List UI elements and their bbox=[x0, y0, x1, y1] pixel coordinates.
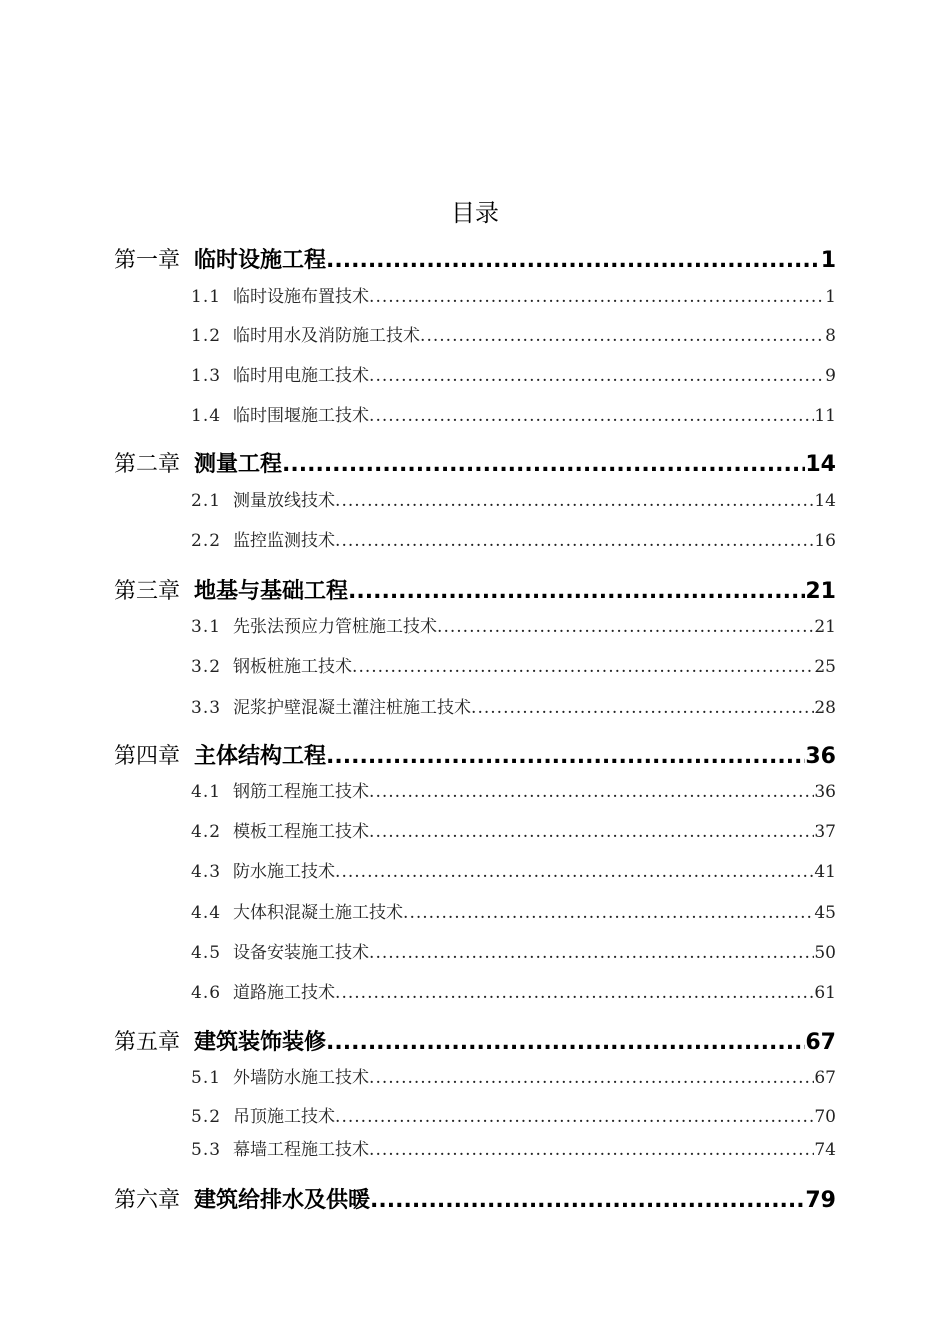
dot-leader bbox=[335, 980, 814, 1006]
page-number: 9 bbox=[825, 366, 836, 386]
dot-leader bbox=[369, 1137, 814, 1163]
dot-leader bbox=[326, 1028, 805, 1058]
section-title: 钢板桩施工技术 bbox=[233, 657, 353, 677]
section-number: 4.3 bbox=[191, 862, 222, 882]
section-number: 2.2 bbox=[191, 531, 222, 551]
page-number: 11 bbox=[814, 406, 836, 426]
section-number: 5.1 bbox=[191, 1068, 222, 1088]
page-number: 70 bbox=[814, 1107, 836, 1127]
toc-section-entry[interactable] bbox=[191, 980, 836, 1006]
toc-section-entry[interactable] bbox=[191, 1104, 836, 1130]
toc-chapter-entry[interactable] bbox=[114, 1028, 836, 1058]
chapter-number: 第三章 bbox=[114, 579, 181, 604]
page-number: 74 bbox=[814, 1140, 836, 1160]
chapter-title: 建筑装饰装修 bbox=[194, 1030, 327, 1055]
page-number: 1 bbox=[820, 248, 836, 273]
section-number: 4.1 bbox=[191, 782, 222, 802]
chapter-number: 第六章 bbox=[114, 1188, 181, 1213]
page-number: 25 bbox=[814, 657, 836, 677]
page-number: 79 bbox=[805, 1188, 836, 1213]
toc-section-entry[interactable] bbox=[191, 284, 836, 310]
chapter-number: 第二章 bbox=[114, 452, 181, 477]
section-title: 道路施工技术 bbox=[233, 983, 336, 1003]
section-number: 4.5 bbox=[191, 943, 222, 963]
dot-leader bbox=[326, 246, 821, 276]
chapter-title: 测量工程 bbox=[194, 452, 283, 477]
dot-leader bbox=[370, 1186, 805, 1216]
page-number: 41 bbox=[814, 862, 836, 882]
page-number: 67 bbox=[805, 1030, 836, 1055]
dot-leader bbox=[352, 654, 814, 680]
section-title: 模板工程施工技术 bbox=[233, 822, 370, 842]
dot-leader bbox=[335, 488, 814, 514]
page-number: 14 bbox=[805, 452, 836, 477]
section-number: 2.1 bbox=[191, 491, 222, 511]
dot-leader bbox=[420, 323, 825, 349]
section-number: 5.3 bbox=[191, 1140, 222, 1160]
section-number: 4.2 bbox=[191, 822, 222, 842]
page-number: 28 bbox=[814, 698, 836, 718]
toc-section-entry[interactable] bbox=[191, 819, 836, 845]
page-number: 36 bbox=[814, 782, 836, 802]
toc-section-entry[interactable] bbox=[191, 528, 836, 554]
dot-leader bbox=[335, 859, 814, 885]
toc-section-entry[interactable] bbox=[191, 323, 836, 349]
dot-leader bbox=[369, 779, 814, 805]
section-number: 1.2 bbox=[191, 326, 222, 346]
page-number: 37 bbox=[814, 822, 836, 842]
dot-leader bbox=[403, 900, 814, 926]
section-number: 5.2 bbox=[191, 1107, 222, 1127]
page-number: 1 bbox=[825, 287, 836, 307]
page-number: 14 bbox=[814, 491, 836, 511]
page-number: 36 bbox=[805, 744, 836, 769]
section-number: 4.4 bbox=[191, 903, 222, 923]
toc-section-entry[interactable] bbox=[191, 779, 836, 805]
section-title: 设备安装施工技术 bbox=[233, 943, 370, 963]
section-title: 防水施工技术 bbox=[233, 862, 336, 882]
page-number: 21 bbox=[805, 579, 836, 604]
page-number: 67 bbox=[814, 1068, 836, 1088]
section-title: 外墙防水施工技术 bbox=[233, 1068, 370, 1088]
dot-leader bbox=[369, 940, 814, 966]
toc-section-entry[interactable] bbox=[191, 940, 836, 966]
dot-leader bbox=[335, 528, 814, 554]
toc-section-entry[interactable] bbox=[191, 654, 836, 680]
section-number: 1.4 bbox=[191, 406, 222, 426]
chapter-title: 主体结构工程 bbox=[194, 744, 327, 769]
dot-leader bbox=[369, 363, 825, 389]
page-number: 16 bbox=[814, 531, 836, 551]
dot-leader bbox=[369, 819, 814, 845]
section-title: 吊顶施工技术 bbox=[233, 1107, 336, 1127]
page-number: 45 bbox=[814, 903, 836, 923]
dot-leader bbox=[437, 614, 814, 640]
section-title: 大体积混凝土施工技术 bbox=[233, 903, 404, 923]
section-number: 3.3 bbox=[191, 698, 222, 718]
section-title: 临时围堰施工技术 bbox=[233, 406, 370, 426]
section-title: 测量放线技术 bbox=[233, 491, 336, 511]
section-title: 临时设施布置技术 bbox=[233, 287, 370, 307]
toc-chapter-entry[interactable] bbox=[114, 246, 836, 276]
chapter-number: 第五章 bbox=[114, 1030, 181, 1055]
dot-leader bbox=[369, 403, 814, 429]
dot-leader bbox=[369, 1065, 814, 1091]
page-number: 8 bbox=[825, 326, 836, 346]
toc-section-entry[interactable] bbox=[191, 859, 836, 885]
section-number: 1.1 bbox=[191, 287, 222, 307]
toc-chapter-entry[interactable] bbox=[114, 1186, 836, 1216]
chapter-number: 第四章 bbox=[114, 744, 181, 769]
toc-section-entry[interactable] bbox=[191, 900, 836, 926]
toc-chapter-entry[interactable] bbox=[114, 577, 836, 607]
section-title: 泥浆护壁混凝土灌注桩施工技术 bbox=[233, 698, 472, 718]
section-title: 临时用水及消防施工技术 bbox=[233, 326, 421, 346]
section-title: 钢筋工程施工技术 bbox=[233, 782, 370, 802]
toc-chapter-entry[interactable] bbox=[114, 450, 836, 480]
page-number: 21 bbox=[814, 617, 836, 637]
chapter-title: 临时设施工程 bbox=[194, 248, 327, 273]
chapter-title: 建筑给排水及供暖 bbox=[194, 1188, 371, 1213]
toc-section-entry[interactable] bbox=[191, 403, 836, 429]
toc-chapter-entry[interactable] bbox=[114, 742, 836, 772]
section-number: 3.2 bbox=[191, 657, 222, 677]
page-title: 目录 bbox=[451, 199, 499, 227]
dot-leader bbox=[348, 577, 805, 607]
section-number: 4.6 bbox=[191, 983, 222, 1003]
section-title: 幕墙工程施工技术 bbox=[233, 1140, 370, 1160]
toc-section-entry[interactable] bbox=[191, 614, 836, 640]
page-number: 61 bbox=[814, 983, 836, 1003]
chapter-title: 地基与基础工程 bbox=[194, 579, 349, 604]
toc-section-entry[interactable] bbox=[191, 695, 836, 721]
section-title: 先张法预应力管桩施工技术 bbox=[233, 617, 438, 637]
dot-leader bbox=[326, 742, 805, 772]
dot-leader bbox=[369, 284, 825, 310]
section-title: 临时用电施工技术 bbox=[233, 366, 370, 386]
section-number: 1.3 bbox=[191, 366, 222, 386]
chapter-number: 第一章 bbox=[114, 248, 181, 273]
dot-leader bbox=[471, 695, 814, 721]
toc-section-entry[interactable] bbox=[191, 1137, 836, 1163]
dot-leader bbox=[282, 450, 805, 480]
section-number: 3.1 bbox=[191, 617, 222, 637]
toc-section-entry[interactable] bbox=[191, 488, 836, 514]
section-title: 监控监测技术 bbox=[233, 531, 336, 551]
toc-section-entry[interactable] bbox=[191, 1065, 836, 1091]
dot-leader bbox=[335, 1104, 814, 1130]
toc-section-entry[interactable] bbox=[191, 363, 836, 389]
page-number: 50 bbox=[814, 943, 836, 963]
